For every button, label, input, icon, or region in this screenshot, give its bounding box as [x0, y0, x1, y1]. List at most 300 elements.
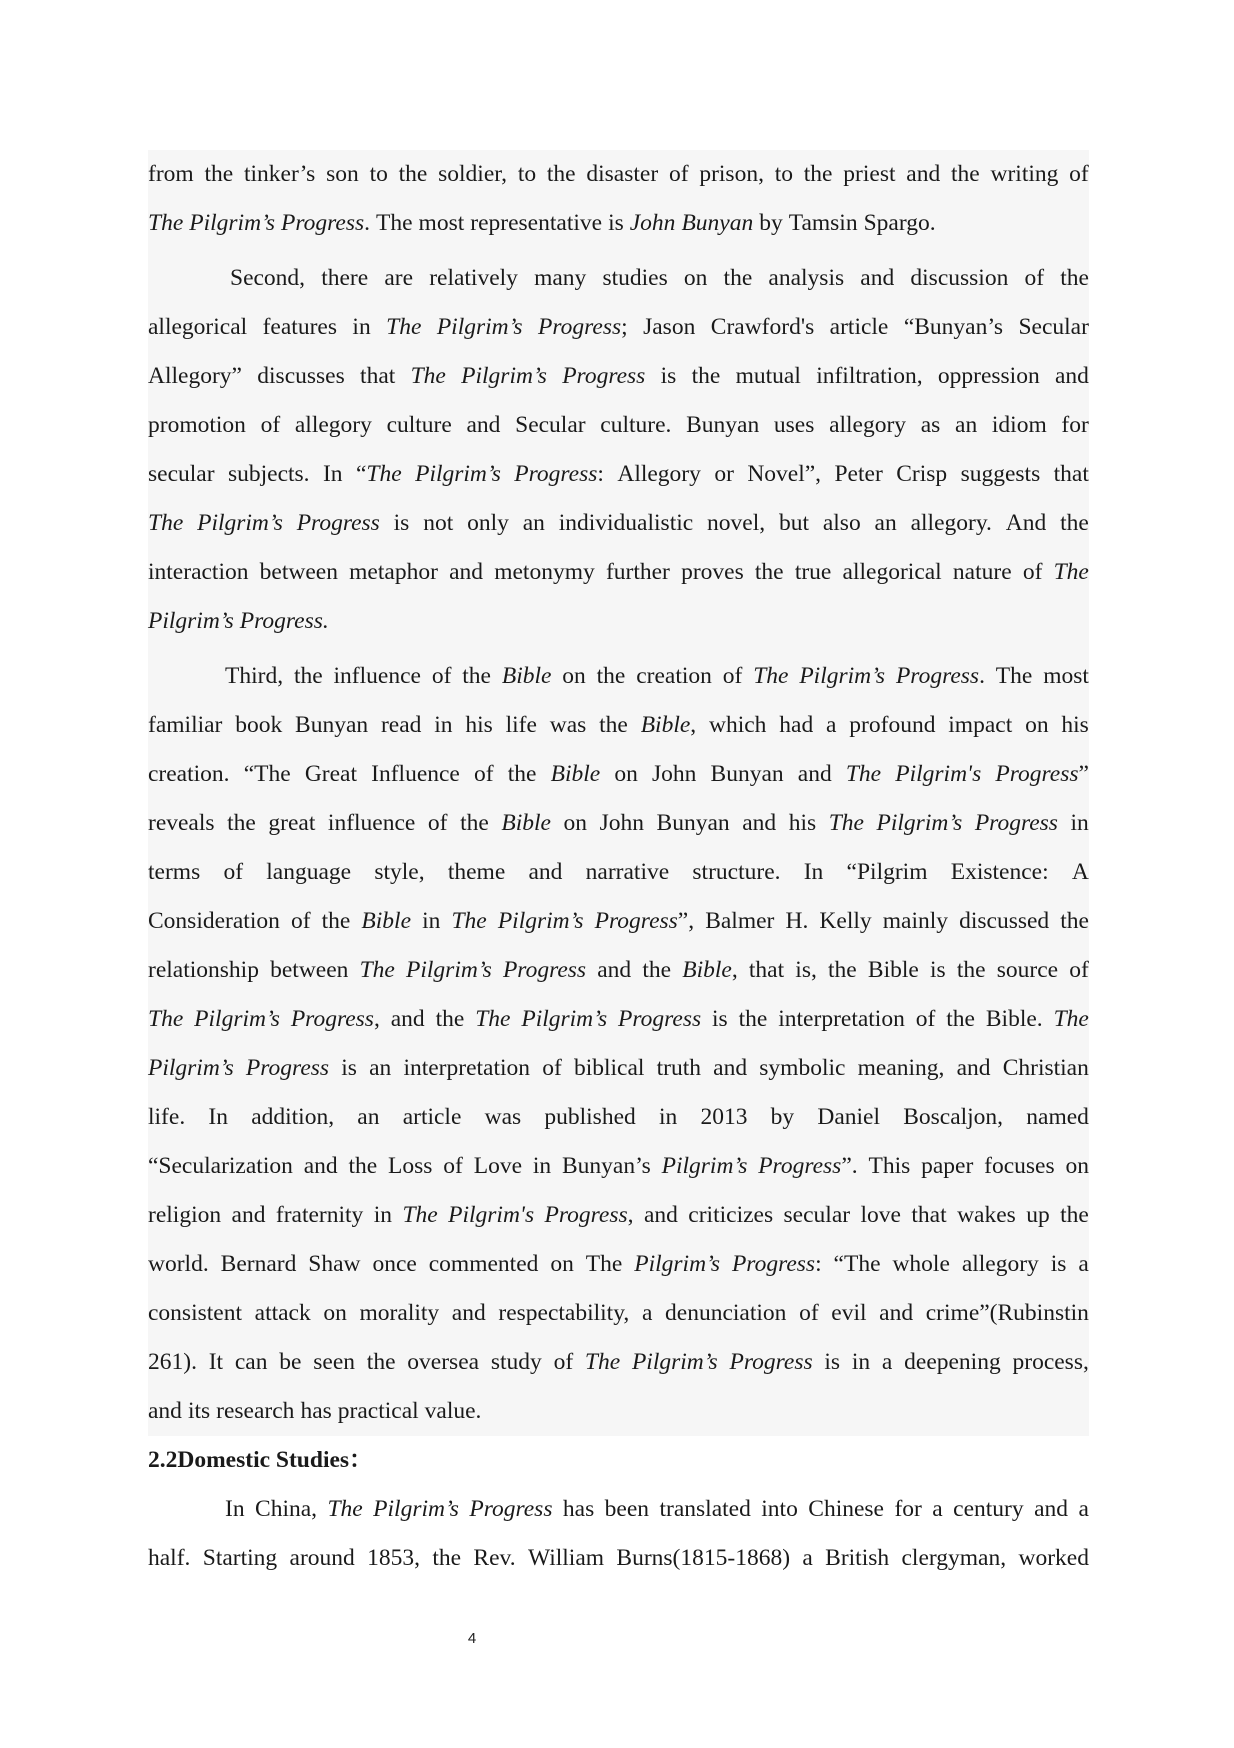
word: or [714, 461, 734, 487]
body-text [148, 150, 1089, 1583]
word: the [599, 712, 628, 738]
text-line [148, 1338, 1089, 1387]
word: Third, [225, 663, 284, 689]
word: that [360, 363, 396, 389]
word: language [266, 859, 352, 885]
word: Bible [550, 761, 601, 787]
word: and [742, 810, 777, 836]
word: Bible [501, 810, 551, 836]
word: Starting [202, 1545, 278, 1571]
word: research [216, 1398, 295, 1424]
word: And [1005, 510, 1047, 536]
word: once [372, 1251, 417, 1277]
word: profound [849, 712, 936, 738]
word: The [410, 363, 446, 389]
word: Consideration [148, 908, 280, 934]
word: and [231, 1202, 266, 1228]
word: Progress. [281, 210, 370, 236]
word: Allegory [617, 461, 701, 487]
text-line [148, 1485, 1089, 1534]
word: Progress. [895, 663, 985, 689]
word: Influence [371, 761, 460, 787]
word: The [327, 1496, 363, 1522]
word: individualistic [558, 510, 694, 536]
word: religion [148, 1202, 222, 1228]
word: disaster [586, 161, 659, 187]
word: In [208, 1104, 228, 1130]
word: “The [355, 461, 402, 487]
word: the [398, 161, 428, 187]
word: priest [843, 161, 896, 187]
word: the [227, 810, 256, 836]
word: allegorical [842, 559, 942, 585]
word: “Secularization [148, 1153, 293, 1179]
word: of [1024, 265, 1045, 291]
word: the [321, 908, 351, 934]
text-line [148, 701, 1089, 750]
word: the [204, 161, 234, 187]
word: published [544, 1104, 636, 1130]
word: of [223, 859, 244, 885]
page-number: 4 [467, 1630, 477, 1647]
word: article [402, 1104, 462, 1130]
word: theme [447, 859, 506, 885]
text-line [148, 254, 1089, 303]
word: commented [428, 1251, 539, 1277]
text-line [148, 1534, 1089, 1583]
word: by [759, 210, 783, 236]
word: analysis [768, 265, 845, 291]
word: “Pilgrim [846, 859, 928, 885]
word: The [1053, 1006, 1089, 1032]
word: the [691, 363, 721, 389]
word: Peter [834, 461, 883, 487]
word: morality [359, 1300, 440, 1326]
word: to [774, 161, 793, 187]
word: of [431, 663, 452, 689]
word: was [484, 1104, 522, 1130]
word: Pilgrim’s [631, 1349, 718, 1375]
text-line [148, 199, 1089, 248]
word: The [402, 1202, 438, 1228]
word: and [148, 1398, 182, 1424]
word: Bible [501, 663, 552, 689]
word: suggests [960, 461, 1041, 487]
word: allegorical [148, 314, 248, 340]
word: worked [1018, 1545, 1089, 1571]
word: Bunyan [295, 712, 369, 738]
word: a [641, 1300, 653, 1326]
word: read [380, 712, 422, 738]
word: into [761, 1496, 798, 1522]
word: Progress”. [758, 1153, 858, 1179]
word: and [956, 1055, 991, 1081]
word: but [778, 510, 809, 536]
word: The [148, 1006, 184, 1032]
text-line [148, 848, 1089, 897]
word: The [753, 663, 789, 689]
word: interpretation [778, 1006, 905, 1032]
word: on [550, 1251, 574, 1277]
word: Pilgrim’s [461, 363, 547, 389]
word: Bible, [682, 957, 738, 983]
word: in [434, 712, 453, 738]
word: of [668, 161, 689, 187]
word: secular [148, 461, 215, 487]
word: century [953, 1496, 1024, 1522]
word: Bernard [220, 1251, 297, 1277]
word: of [1022, 559, 1043, 585]
word: Christian [1002, 1055, 1089, 1081]
word: and [906, 161, 941, 187]
word: its [187, 1398, 211, 1424]
word: John [599, 810, 644, 836]
word: on [1025, 712, 1049, 738]
word: Spargo. [863, 210, 936, 236]
word: the [348, 1153, 378, 1179]
word: This [868, 1153, 911, 1179]
word: and [879, 1300, 914, 1326]
word: and [713, 1055, 748, 1081]
word: Pilgrim’s [194, 1006, 280, 1032]
text-line [148, 750, 1089, 799]
word: around [289, 1545, 355, 1571]
word: of [1069, 161, 1089, 187]
word: named [1026, 1104, 1089, 1130]
word: is [1050, 1251, 1067, 1277]
word: for [894, 1496, 922, 1522]
word: to [517, 161, 537, 187]
word: on [563, 810, 587, 836]
word: proves [681, 559, 744, 585]
word: the [946, 1006, 975, 1032]
word: the [1060, 1202, 1089, 1228]
word: In [225, 1496, 245, 1522]
text-line [148, 499, 1089, 548]
word: life [505, 712, 537, 738]
word: the [293, 663, 323, 689]
word: 261). [148, 1349, 197, 1375]
word: an [955, 412, 978, 438]
word: the [1060, 510, 1089, 536]
word: influence [333, 663, 421, 689]
word: the [754, 559, 784, 585]
word: allegory. [910, 510, 992, 536]
word: the [462, 663, 491, 689]
word: meaning, [857, 1055, 945, 1081]
word: can [234, 1349, 268, 1375]
word: relatively [429, 265, 518, 291]
word: and [797, 761, 832, 787]
word: Bible [867, 957, 919, 983]
word: in [422, 908, 441, 934]
word: Progress. [239, 608, 329, 634]
word: Bunyan [686, 412, 760, 438]
word: the [828, 957, 857, 983]
word: as [920, 412, 941, 438]
word: Pilgrim’s [436, 314, 523, 340]
word: of [474, 761, 494, 787]
word: The [828, 810, 864, 836]
word: structure. [692, 859, 781, 885]
word: soldier, [438, 161, 508, 187]
text-line [148, 1044, 1089, 1093]
word: infiltration, [816, 363, 923, 389]
text-line [148, 1093, 1089, 1142]
word: Love [473, 1153, 523, 1179]
word: is [712, 1006, 728, 1032]
word: familiar [148, 712, 223, 738]
word: paper [921, 1153, 974, 1179]
word: A [1071, 859, 1089, 885]
word: the [432, 1545, 462, 1571]
word: Pilgrim’s [406, 957, 492, 983]
word: is [824, 1349, 841, 1375]
word: life. [148, 1104, 186, 1130]
word: Pilgrim's [448, 1202, 535, 1228]
word: Progress [296, 510, 380, 536]
word: and [390, 1006, 425, 1032]
word: The [451, 908, 487, 934]
word: Progress [618, 1006, 702, 1032]
word: Novel”, [747, 461, 822, 487]
word: up [1026, 1202, 1050, 1228]
word: the [738, 1006, 768, 1032]
word: of [260, 412, 281, 438]
word: style, [374, 859, 425, 885]
word: The [584, 1349, 621, 1375]
word: allegory [961, 1251, 1039, 1277]
word: “The [833, 1251, 881, 1277]
word: the [951, 161, 980, 187]
word: and [597, 957, 632, 983]
word: biblical [573, 1055, 645, 1081]
word: relationship [148, 957, 259, 983]
word: is, [795, 957, 817, 983]
word: The [845, 761, 882, 787]
word: discussion [910, 265, 1009, 291]
word: criticizes [688, 1202, 774, 1228]
word: the [803, 161, 833, 187]
word: Pilgrim’s [148, 1055, 234, 1081]
word: Progress [729, 1349, 813, 1375]
word: reveals [148, 810, 215, 836]
word: a [802, 1545, 813, 1571]
text-line [148, 303, 1089, 352]
word: Pilgrim's [895, 761, 982, 787]
text-line [148, 1289, 1089, 1338]
word: The [995, 663, 1033, 689]
word: on [683, 265, 708, 291]
word: The [148, 510, 184, 536]
word: by [770, 1104, 795, 1130]
word: a [826, 712, 837, 738]
word: Existence: [950, 859, 1049, 885]
word: Progress [469, 1496, 553, 1522]
word: of [722, 663, 743, 689]
word: most [418, 210, 465, 236]
word: his [1061, 712, 1089, 738]
word: been [604, 1496, 650, 1522]
word: Kelly [819, 908, 872, 934]
word: of [542, 1055, 562, 1081]
word: a [881, 1349, 893, 1375]
word: had [779, 712, 814, 738]
word: further [605, 559, 670, 585]
text-line [148, 1387, 1089, 1436]
word: also [822, 510, 861, 536]
word: Pilgrim’s [876, 810, 963, 836]
text-line [148, 897, 1089, 946]
word: allegory [829, 412, 907, 438]
word: respectability, [498, 1300, 630, 1326]
word: between [270, 957, 349, 983]
word: The [386, 314, 422, 340]
text-line [148, 150, 1089, 199]
word: John [651, 761, 697, 787]
word: crime”(Rubinstin [925, 1300, 1089, 1326]
word: Boscaljon, [903, 1104, 1004, 1130]
text-line [148, 1142, 1089, 1191]
word: and [449, 559, 484, 585]
word: for [1061, 412, 1089, 438]
word: only [467, 510, 509, 536]
word: impact [948, 712, 1013, 738]
word: discussed [959, 908, 1050, 934]
word: Progress [974, 810, 1058, 836]
word: Pilgrim’s [661, 1153, 748, 1179]
word: is [393, 510, 410, 536]
word: practical [337, 1398, 419, 1424]
word: mainly [882, 908, 949, 934]
word: the [366, 1349, 396, 1375]
text-line [148, 450, 1089, 499]
word: and [1034, 1496, 1068, 1522]
word: the [1060, 265, 1089, 291]
word: creation [636, 663, 712, 689]
word: is [608, 210, 624, 236]
word: prison, [699, 161, 764, 187]
word: narrative [585, 859, 670, 885]
word: of [553, 1349, 574, 1375]
word: Pilgrim’s [373, 1496, 459, 1522]
word: process, [1012, 1349, 1089, 1375]
word: In [322, 461, 343, 487]
text-line [148, 652, 1089, 701]
word: secular [783, 1202, 851, 1228]
word: value. [424, 1398, 482, 1424]
word: British [825, 1545, 890, 1571]
text-line [148, 597, 1089, 646]
word: on [562, 663, 586, 689]
word: study [490, 1349, 542, 1375]
word: half. [148, 1545, 191, 1571]
word: an [522, 510, 545, 536]
word: Bible [361, 908, 412, 934]
word: denunciation [665, 1300, 787, 1326]
word: that [1053, 461, 1089, 487]
word: Bunyan’s [561, 1153, 651, 1179]
word: The [585, 1251, 623, 1277]
word: that [748, 957, 785, 983]
word: Great [304, 761, 357, 787]
word: the [642, 957, 672, 983]
word: Bunyan [681, 210, 754, 236]
word: love [860, 1202, 901, 1228]
word: and [451, 1300, 486, 1326]
word: culture. [600, 412, 672, 438]
word: discusses [257, 363, 345, 389]
word: Pilgrim’s [634, 1251, 720, 1277]
word: world. [148, 1251, 209, 1277]
word: novel, [707, 510, 766, 536]
word: Progress [502, 957, 587, 983]
word: 1853, [367, 1545, 421, 1571]
word: article [829, 314, 889, 340]
word: creation. [148, 761, 230, 787]
word: The [1053, 559, 1089, 585]
word: In [803, 859, 824, 885]
word: It [208, 1349, 224, 1375]
word: Progress [245, 1055, 330, 1081]
word: the [507, 761, 537, 787]
word: an [357, 1104, 380, 1130]
word: on [1065, 1153, 1089, 1179]
word: Bunyan [656, 810, 730, 836]
word: his [465, 712, 493, 738]
word: in [851, 1349, 871, 1375]
word: a [932, 1496, 943, 1522]
word: has [562, 1496, 595, 1522]
word: “The [243, 761, 291, 787]
word: Allegory” [148, 363, 242, 389]
word: uses [773, 412, 815, 438]
word: Pilgrim’s [799, 663, 886, 689]
word: symbolic [759, 1055, 846, 1081]
word: a [1078, 1496, 1089, 1522]
word: Chinese [808, 1496, 884, 1522]
word: and [466, 412, 501, 438]
word: Crisp [896, 461, 948, 487]
word: his [788, 810, 817, 836]
word: to [369, 161, 388, 187]
word: Daniel [817, 1104, 880, 1130]
word: fraternity [275, 1202, 364, 1228]
word: are [384, 265, 414, 291]
word: Pilgrim’s [415, 461, 501, 487]
word: of [1069, 957, 1089, 983]
word: oppression [937, 363, 1040, 389]
word: that [911, 1202, 947, 1228]
word: John [629, 210, 676, 236]
word: Bunyan [710, 761, 784, 787]
word: on [323, 1300, 347, 1326]
word: the [723, 265, 753, 291]
word: Progress [562, 363, 646, 389]
word: translated [659, 1496, 751, 1522]
text-line [148, 946, 1089, 995]
word: The [376, 210, 413, 236]
word: Crawford's [710, 314, 815, 340]
word: Loss [388, 1153, 433, 1179]
word: and [643, 1202, 678, 1228]
word: Jason [643, 314, 696, 340]
word: son [326, 161, 359, 187]
section-heading: 2.2Domestic Studies： [148, 1447, 373, 1473]
word: not [423, 510, 454, 536]
word: Balmer [705, 908, 775, 934]
word: the [435, 1006, 465, 1032]
